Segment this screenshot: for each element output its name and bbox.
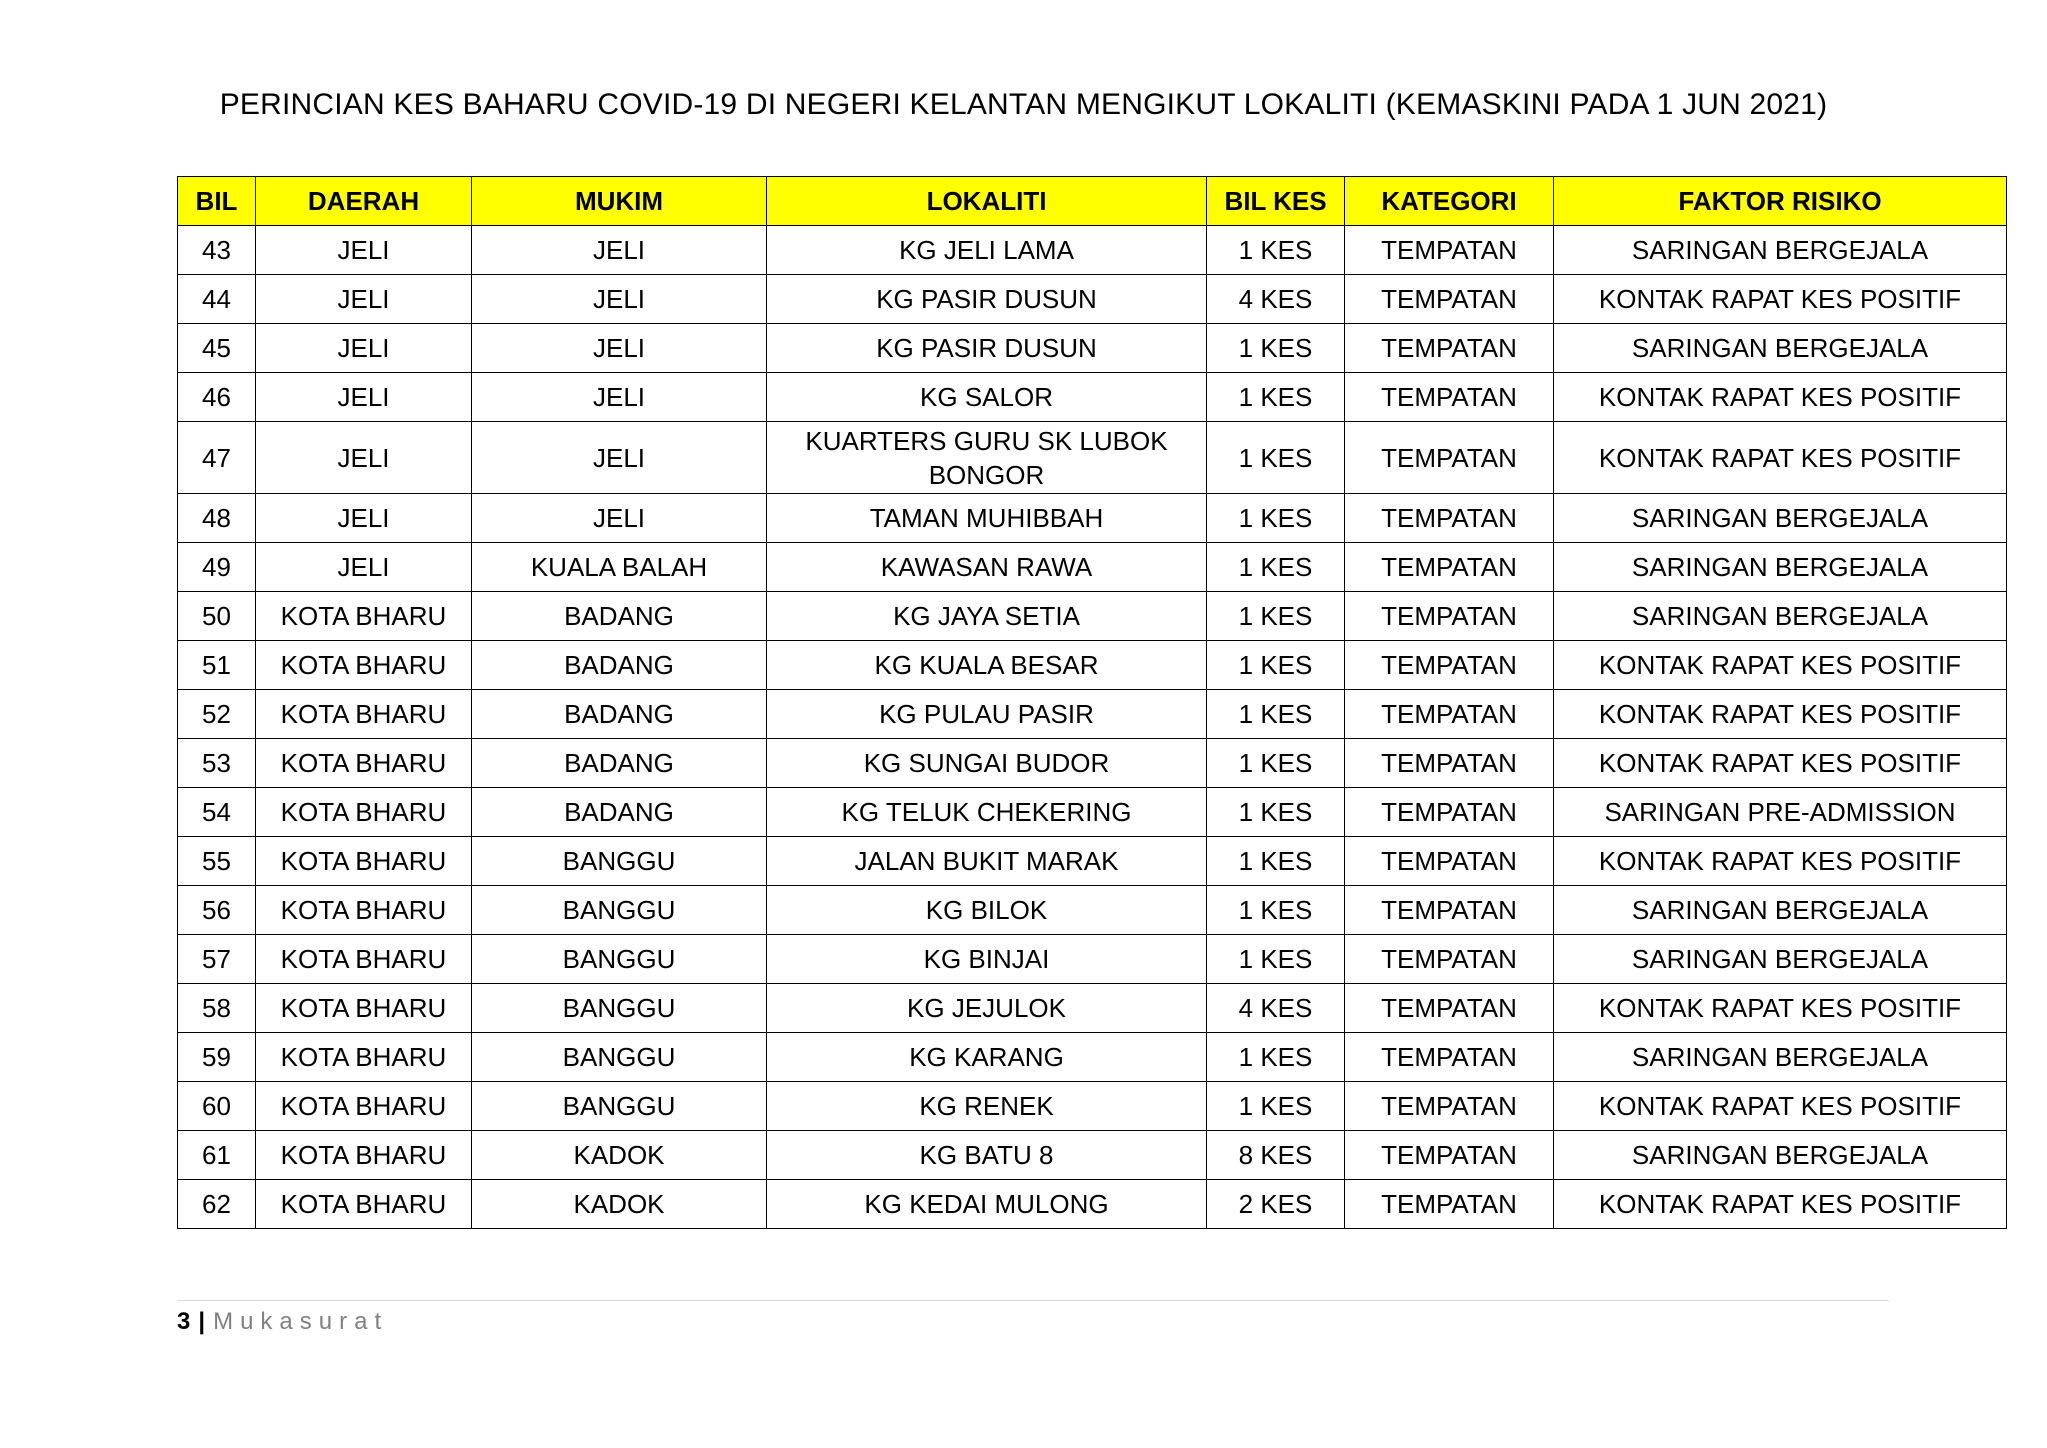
page-number: 3 <box>177 1308 191 1335</box>
table-row <box>178 935 2007 984</box>
cell-kategori: TEMPATAN <box>1345 1131 1554 1180</box>
cell-mukim: BANGGU <box>472 886 767 935</box>
cell-faktor-risiko: SARINGAN BERGEJALA <box>1554 1131 2007 1180</box>
cell-lokaliti: KG BILOK <box>767 886 1207 935</box>
cell-lokaliti: KG BINJAI <box>767 935 1207 984</box>
cell-kategori: TEMPATAN <box>1345 226 1554 275</box>
table-header-row <box>178 177 2007 226</box>
cell-mukim: JELI <box>472 373 767 422</box>
cell-faktor-risiko: KONTAK RAPAT KES POSITIF <box>1554 373 2007 422</box>
cell-daerah: KOTA BHARU <box>256 837 472 886</box>
cell-lokaliti: KG JEJULOK <box>767 984 1207 1033</box>
column-header-faktor-risiko: FAKTOR RISIKO <box>1554 177 2007 226</box>
cell-kategori: TEMPATAN <box>1345 935 1554 984</box>
cell-bil: 55 <box>178 837 256 886</box>
cell-daerah: JELI <box>256 422 472 494</box>
table-row <box>178 690 2007 739</box>
cell-bil: 50 <box>178 592 256 641</box>
cell-bil: 59 <box>178 1033 256 1082</box>
cell-mukim: BANGGU <box>472 984 767 1033</box>
cell-daerah: KOTA BHARU <box>256 641 472 690</box>
cell-faktor-risiko: SARINGAN BERGEJALA <box>1554 494 2007 543</box>
table-row <box>178 1082 2007 1131</box>
cell-bil: 60 <box>178 1082 256 1131</box>
cell-mukim: KADOK <box>472 1131 767 1180</box>
cell-mukim: BANGGU <box>472 935 767 984</box>
footer-label: Mukasurat <box>213 1308 389 1335</box>
cell-lokaliti: KG KARANG <box>767 1033 1207 1082</box>
cell-faktor-risiko: SARINGAN BERGEJALA <box>1554 543 2007 592</box>
cell-lokaliti: KG SUNGAI BUDOR <box>767 739 1207 788</box>
table-row <box>178 494 2007 543</box>
column-header-daerah: DAERAH <box>256 177 472 226</box>
cell-faktor-risiko: KONTAK RAPAT KES POSITIF <box>1554 984 2007 1033</box>
column-header-kategori: KATEGORI <box>1345 177 1554 226</box>
cell-daerah: KOTA BHARU <box>256 788 472 837</box>
cell-mukim: BADANG <box>472 641 767 690</box>
cell-lokaliti: KG RENEK <box>767 1082 1207 1131</box>
cell-mukim: JELI <box>472 275 767 324</box>
cell-faktor-risiko: SARINGAN PRE-ADMISSION <box>1554 788 2007 837</box>
cell-bil-kes: 1 KES <box>1207 1082 1345 1131</box>
cell-bil: 46 <box>178 373 256 422</box>
cell-faktor-risiko: KONTAK RAPAT KES POSITIF <box>1554 690 2007 739</box>
cell-faktor-risiko: KONTAK RAPAT KES POSITIF <box>1554 1180 2007 1229</box>
cell-kategori: TEMPATAN <box>1345 739 1554 788</box>
cell-lokaliti: KG BATU 8 <box>767 1131 1207 1180</box>
cell-bil: 45 <box>178 324 256 373</box>
table-row <box>178 984 2007 1033</box>
cell-bil: 61 <box>178 1131 256 1180</box>
table-row <box>178 886 2007 935</box>
cell-bil-kes: 1 KES <box>1207 886 1345 935</box>
table-row <box>178 1033 2007 1082</box>
cell-bil: 43 <box>178 226 256 275</box>
cell-bil-kes: 1 KES <box>1207 1033 1345 1082</box>
cell-daerah: KOTA BHARU <box>256 1131 472 1180</box>
cell-faktor-risiko: SARINGAN BERGEJALA <box>1554 324 2007 373</box>
cell-lokaliti: KUARTERS GURU SK LUBOK BONGOR <box>767 422 1207 494</box>
cell-daerah: KOTA BHARU <box>256 690 472 739</box>
cell-mukim: BADANG <box>472 788 767 837</box>
cell-bil: 53 <box>178 739 256 788</box>
cell-bil-kes: 2 KES <box>1207 1180 1345 1229</box>
cell-bil-kes: 1 KES <box>1207 641 1345 690</box>
cell-bil: 54 <box>178 788 256 837</box>
cell-mukim: BADANG <box>472 739 767 788</box>
cell-bil-kes: 4 KES <box>1207 275 1345 324</box>
table-row <box>178 592 2007 641</box>
column-header-mukim: MUKIM <box>472 177 767 226</box>
cell-bil: 48 <box>178 494 256 543</box>
cell-mukim: BANGGU <box>472 837 767 886</box>
cell-faktor-risiko: KONTAK RAPAT KES POSITIF <box>1554 422 2007 494</box>
cell-daerah: KOTA BHARU <box>256 1033 472 1082</box>
table-row <box>178 543 2007 592</box>
cell-faktor-risiko: KONTAK RAPAT KES POSITIF <box>1554 275 2007 324</box>
cell-kategori: TEMPATAN <box>1345 373 1554 422</box>
table-row <box>178 1131 2007 1180</box>
cell-daerah: JELI <box>256 275 472 324</box>
table-row <box>178 1180 2007 1229</box>
cell-mukim: KUALA BALAH <box>472 543 767 592</box>
table-row <box>178 739 2007 788</box>
cell-bil-kes: 1 KES <box>1207 739 1345 788</box>
cell-bil-kes: 1 KES <box>1207 592 1345 641</box>
cell-lokaliti: KG PASIR DUSUN <box>767 324 1207 373</box>
table-row <box>178 324 2007 373</box>
cell-kategori: TEMPATAN <box>1345 788 1554 837</box>
table-row <box>178 788 2007 837</box>
cell-lokaliti: KG JELI LAMA <box>767 226 1207 275</box>
cell-faktor-risiko: KONTAK RAPAT KES POSITIF <box>1554 739 2007 788</box>
cell-lokaliti: KG KUALA BESAR <box>767 641 1207 690</box>
cell-kategori: TEMPATAN <box>1345 324 1554 373</box>
cell-lokaliti: KAWASAN RAWA <box>767 543 1207 592</box>
cell-bil: 58 <box>178 984 256 1033</box>
cell-kategori: TEMPATAN <box>1345 690 1554 739</box>
column-header-lokaliti: LOKALITI <box>767 177 1207 226</box>
cell-lokaliti: KG PULAU PASIR <box>767 690 1207 739</box>
cell-daerah: KOTA BHARU <box>256 1180 472 1229</box>
column-header-bil-kes: BIL KES <box>1207 177 1345 226</box>
cell-daerah: JELI <box>256 226 472 275</box>
cell-faktor-risiko: SARINGAN BERGEJALA <box>1554 226 2007 275</box>
cell-mukim: JELI <box>472 226 767 275</box>
cell-daerah: JELI <box>256 373 472 422</box>
cell-faktor-risiko: KONTAK RAPAT KES POSITIF <box>1554 1082 2007 1131</box>
table-row <box>178 422 2007 494</box>
footer-divider <box>177 1300 1889 1301</box>
cell-lokaliti: KG TELUK CHEKERING <box>767 788 1207 837</box>
cell-daerah: KOTA BHARU <box>256 935 472 984</box>
cell-mukim: BANGGU <box>472 1033 767 1082</box>
cell-kategori: TEMPATAN <box>1345 543 1554 592</box>
cell-daerah: JELI <box>256 543 472 592</box>
cell-mukim: JELI <box>472 494 767 543</box>
cell-lokaliti: TAMAN MUHIBBAH <box>767 494 1207 543</box>
cell-daerah: KOTA BHARU <box>256 984 472 1033</box>
table-row <box>178 373 2007 422</box>
cell-daerah: JELI <box>256 494 472 543</box>
cell-bil-kes: 1 KES <box>1207 422 1345 494</box>
cell-bil-kes: 4 KES <box>1207 984 1345 1033</box>
cell-faktor-risiko: SARINGAN BERGEJALA <box>1554 1033 2007 1082</box>
cell-lokaliti: KG KEDAI MULONG <box>767 1180 1207 1229</box>
cell-kategori: TEMPATAN <box>1345 592 1554 641</box>
cell-kategori: TEMPATAN <box>1345 641 1554 690</box>
cases-table <box>177 176 2007 1229</box>
page-footer <box>177 1308 388 1336</box>
cell-faktor-risiko: KONTAK RAPAT KES POSITIF <box>1554 641 2007 690</box>
cell-mukim: BADANG <box>472 690 767 739</box>
cell-bil: 52 <box>178 690 256 739</box>
footer-separator: | <box>198 1308 206 1335</box>
cell-faktor-risiko: SARINGAN BERGEJALA <box>1554 886 2007 935</box>
cell-daerah: KOTA BHARU <box>256 1082 472 1131</box>
cell-bil: 62 <box>178 1180 256 1229</box>
cell-lokaliti: JALAN BUKIT MARAK <box>767 837 1207 886</box>
cell-bil: 57 <box>178 935 256 984</box>
cell-faktor-risiko: KONTAK RAPAT KES POSITIF <box>1554 837 2007 886</box>
column-header-bil: BIL <box>178 177 256 226</box>
cell-faktor-risiko: SARINGAN BERGEJALA <box>1554 935 2007 984</box>
cell-daerah: JELI <box>256 324 472 373</box>
cell-lokaliti: KG JAYA SETIA <box>767 592 1207 641</box>
cell-bil-kes: 1 KES <box>1207 324 1345 373</box>
cell-kategori: TEMPATAN <box>1345 422 1554 494</box>
table-body <box>178 226 2007 1229</box>
cell-bil-kes: 1 KES <box>1207 543 1345 592</box>
cell-lokaliti: KG PASIR DUSUN <box>767 275 1207 324</box>
cell-faktor-risiko: SARINGAN BERGEJALA <box>1554 592 2007 641</box>
cell-bil-kes: 1 KES <box>1207 935 1345 984</box>
table-row <box>178 837 2007 886</box>
cell-bil: 56 <box>178 886 256 935</box>
table-row <box>178 275 2007 324</box>
cell-bil-kes: 1 KES <box>1207 837 1345 886</box>
cell-bil: 51 <box>178 641 256 690</box>
table-row <box>178 641 2007 690</box>
cell-kategori: TEMPATAN <box>1345 1180 1554 1229</box>
cell-mukim: JELI <box>472 324 767 373</box>
cell-bil-kes: 1 KES <box>1207 373 1345 422</box>
cell-mukim: JELI <box>472 422 767 494</box>
cell-mukim: BADANG <box>472 592 767 641</box>
cell-kategori: TEMPATAN <box>1345 494 1554 543</box>
cell-daerah: KOTA BHARU <box>256 886 472 935</box>
cell-bil-kes: 1 KES <box>1207 690 1345 739</box>
cell-daerah: KOTA BHARU <box>256 739 472 788</box>
cell-daerah: KOTA BHARU <box>256 592 472 641</box>
cell-bil-kes: 1 KES <box>1207 494 1345 543</box>
cell-mukim: BANGGU <box>472 1082 767 1131</box>
cell-kategori: TEMPATAN <box>1345 1082 1554 1131</box>
cell-kategori: TEMPATAN <box>1345 1033 1554 1082</box>
table-row <box>178 226 2007 275</box>
cell-kategori: TEMPATAN <box>1345 275 1554 324</box>
cell-mukim: KADOK <box>472 1180 767 1229</box>
cell-bil: 49 <box>178 543 256 592</box>
cell-bil-kes: 8 KES <box>1207 1131 1345 1180</box>
cell-kategori: TEMPATAN <box>1345 837 1554 886</box>
cell-kategori: TEMPATAN <box>1345 886 1554 935</box>
cell-lokaliti: KG SALOR <box>767 373 1207 422</box>
cell-kategori: TEMPATAN <box>1345 984 1554 1033</box>
cell-bil: 44 <box>178 275 256 324</box>
cell-bil-kes: 1 KES <box>1207 788 1345 837</box>
cell-bil-kes: 1 KES <box>1207 226 1345 275</box>
document-title: PERINCIAN KES BAHARU COVID-19 DI NEGERI KELANTAN MENGIKUT LOKALITI (KEMASKINI PADA 1 JUN 2021) <box>219 88 1828 121</box>
cell-bil: 47 <box>178 422 256 494</box>
